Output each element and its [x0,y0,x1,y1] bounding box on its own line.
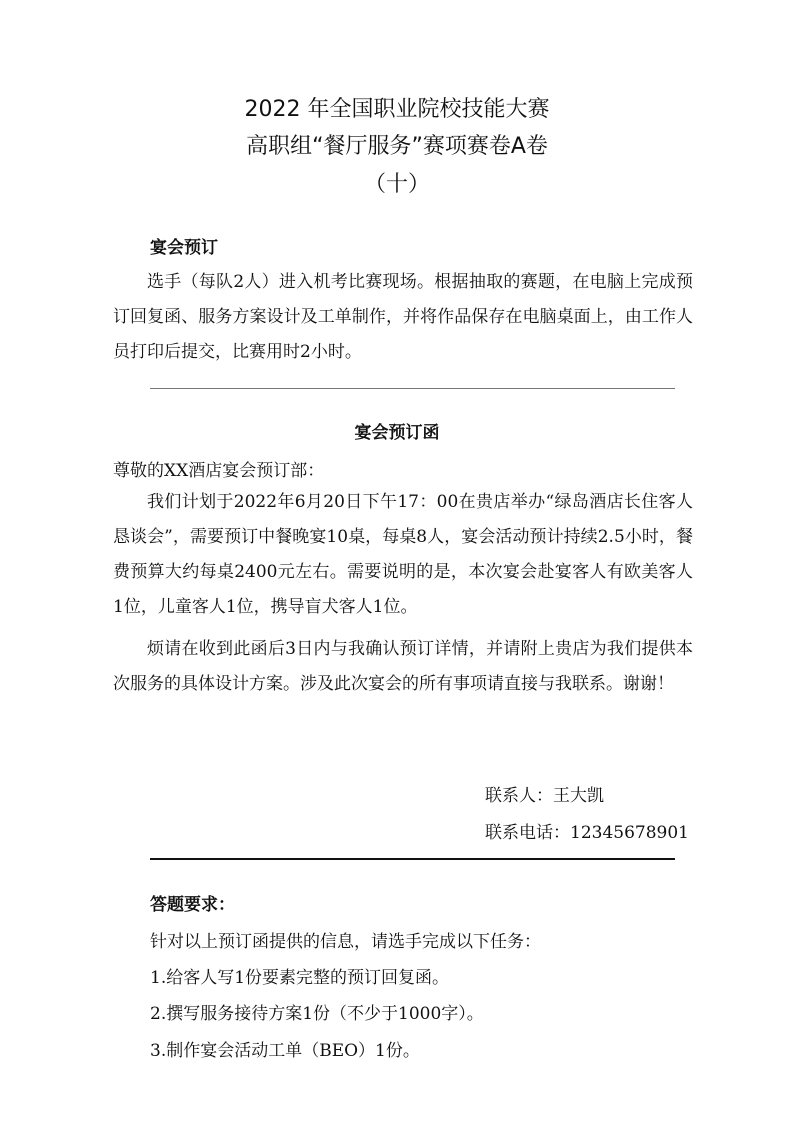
requirement-item: 1.给客人写1份要素完整的预订回复函。 [150,968,450,988]
letter-paragraph-2: 烦请在收到此函后3日内与我确认预订详情，并请附上贵店为我们提供本次服务的具体设计方案。涉及此次宴会的所有事项请直接与我联系。谢谢！ [113,639,693,694]
letter-heading: 宴会预订函 [354,423,440,443]
section-heading-banquet-booking: 宴会预订 [150,238,218,258]
letter-salutation: 尊敬的XX酒店宴会预订部： [113,461,325,481]
divider-thick [150,858,675,860]
letter-contact-person: 联系人：王大凯 [485,786,604,806]
letter-contact-phone: 联系电话：12345678901 [485,823,689,843]
title-line-2: 高职组“餐厅服务”赛项赛卷A卷 [246,134,548,159]
title-line-1: 2022 年全国职业院校技能大赛 [244,97,550,122]
title-line-3: （十） [363,172,430,197]
requirement-item: 3.制作宴会活动工单（BEO）1份。 [150,1041,420,1061]
requirement-item: 2.撰写服务接待方案1份（不少于1000字）。 [150,1004,484,1024]
requirements-heading: 答题要求： [150,895,235,915]
divider-thin [150,388,675,389]
section-intro-paragraph: 选手（每队2人）进入机考比赛现场。根据抽取的赛题，在电脑上完成预订回复函、服务方案设计及工单制作，并将作品保存在电脑桌面上，由工作人员打印后提交，比赛用时2小时。 [113,272,693,362]
letter-paragraph-1: 我们计划于2022年6月20日下午17：00在贵店举办“绿岛酒店长住客人恳谈会”，需要预订中餐晚宴10桌，每桌8人，宴会活动预计持续2.5小时，餐费预算大约每桌2400元左右。需要说明的是，本次宴会赴宴客人有欧美客人1位，儿童客人1位，携导盲犬客人1位。 [113,492,693,617]
requirements-intro: 针对以上预订函提供的信息，请选手完成以下任务： [150,932,541,952]
